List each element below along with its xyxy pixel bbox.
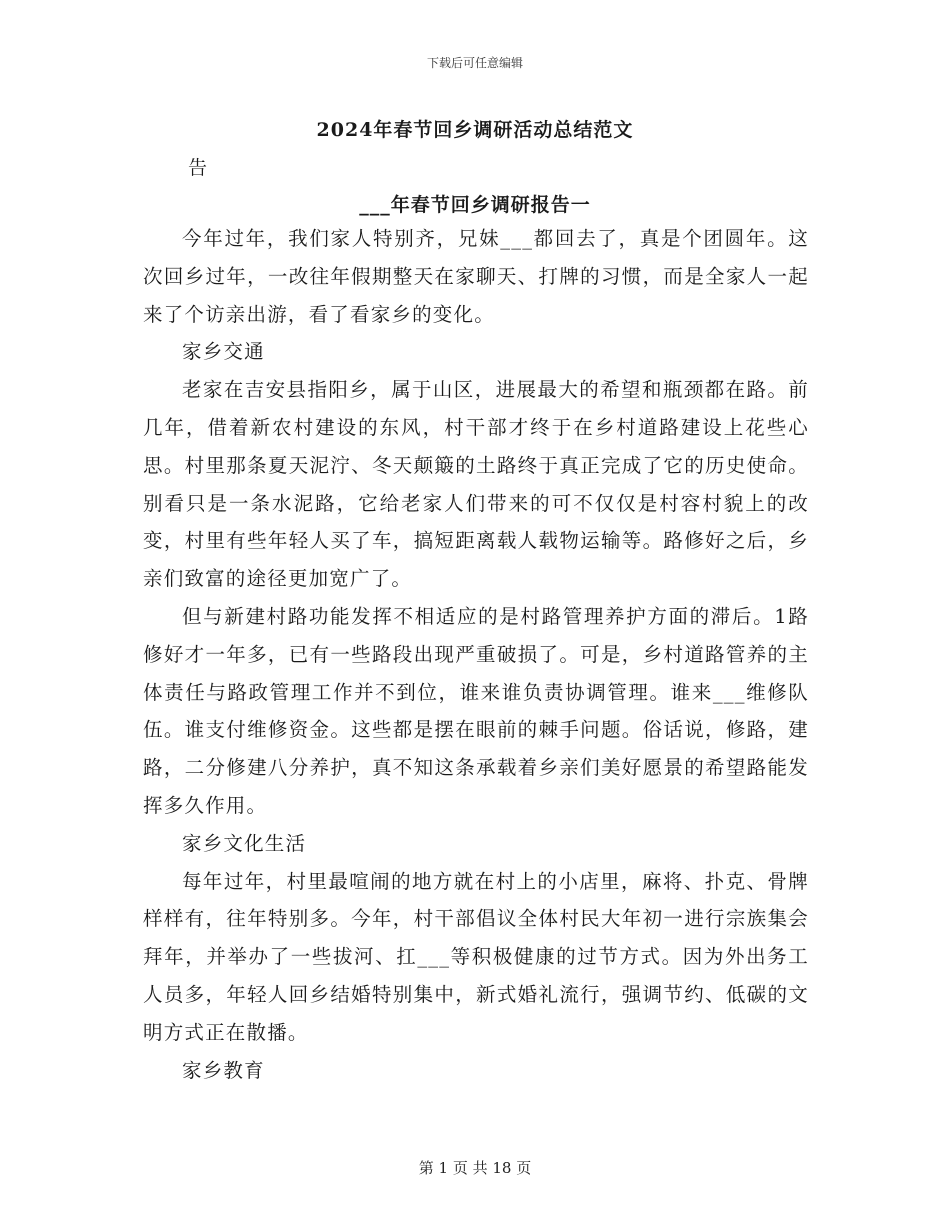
document-title: 2024年春节回乡调研活动总结范文	[316, 119, 634, 141]
paragraph: 每年过年，村里最喧闹的地方就在村上的小店里，麻将、扑克、骨牌样样有，往年特别多。今年，村干部倡议全体村民大年初一进行宗族集会拜年，并举办了一些拔河、扛___等积极健康的过节方式。因为外出务工人员多，年轻人回乡结婚特别集中，新式婚礼流行，强调节约、低碳的文明方式正在散播。	[143, 869, 809, 1044]
section-heading-culture: 家乡文化生活	[182, 831, 307, 855]
section-heading-education: 家乡教育	[182, 1058, 265, 1082]
document-body	[143, 220, 809, 1089]
header-note: 下载后可任意编辑	[426, 56, 523, 70]
section-heading-transport: 家乡交通	[182, 340, 265, 364]
paragraph: 今年过年，我们家人特别齐，兄妹___都回去了，真是个团圆年。这次回乡过年，一改往年假期整天在家聊天、打牌的习惯，而是全家人一起来了个访亲出游，看了看家乡的变化。	[143, 227, 809, 326]
paragraph: 但与新建村路功能发挥不相适应的是村路管理养护方面的滞后。1路修好才一年多，已有一些路段出现严重破损了。可是，乡村道路管养的主体责任与路政管理工作并不到位，谁来谁负责协调管理。谁来___维修队伍。谁支付维修资金。这些都是摆在眼前的棘手问题。俗话说，修路，建路，二分修建八分养护，真不知这条承载着乡亲们美好愿景的希望路能发挥多久作用。	[143, 604, 809, 817]
document-subtitle: ___年春节回乡调研报告一	[359, 194, 591, 216]
document-title-continuation: 告	[188, 157, 208, 179]
paragraph: 老家在吉安县指阳乡，属于山区，进展最大的希望和瓶颈都在路。前几年，借着新农村建设的东风，村干部才终于在乡村道路建设上花些心思。村里那条夏天泥泞、冬天颠簸的土路终于真正完成了它的历史使命。别看只是一条水泥路，它给老家人们带来的可不仅仅是村容村貌上的改变，村里有些年轻人买了车，搞短距离载人载物运输等。路修好之后，乡亲们致富的途径更加宽广了。	[143, 378, 809, 591]
page-number: 第 1 页 共 18 页	[418, 1159, 532, 1177]
